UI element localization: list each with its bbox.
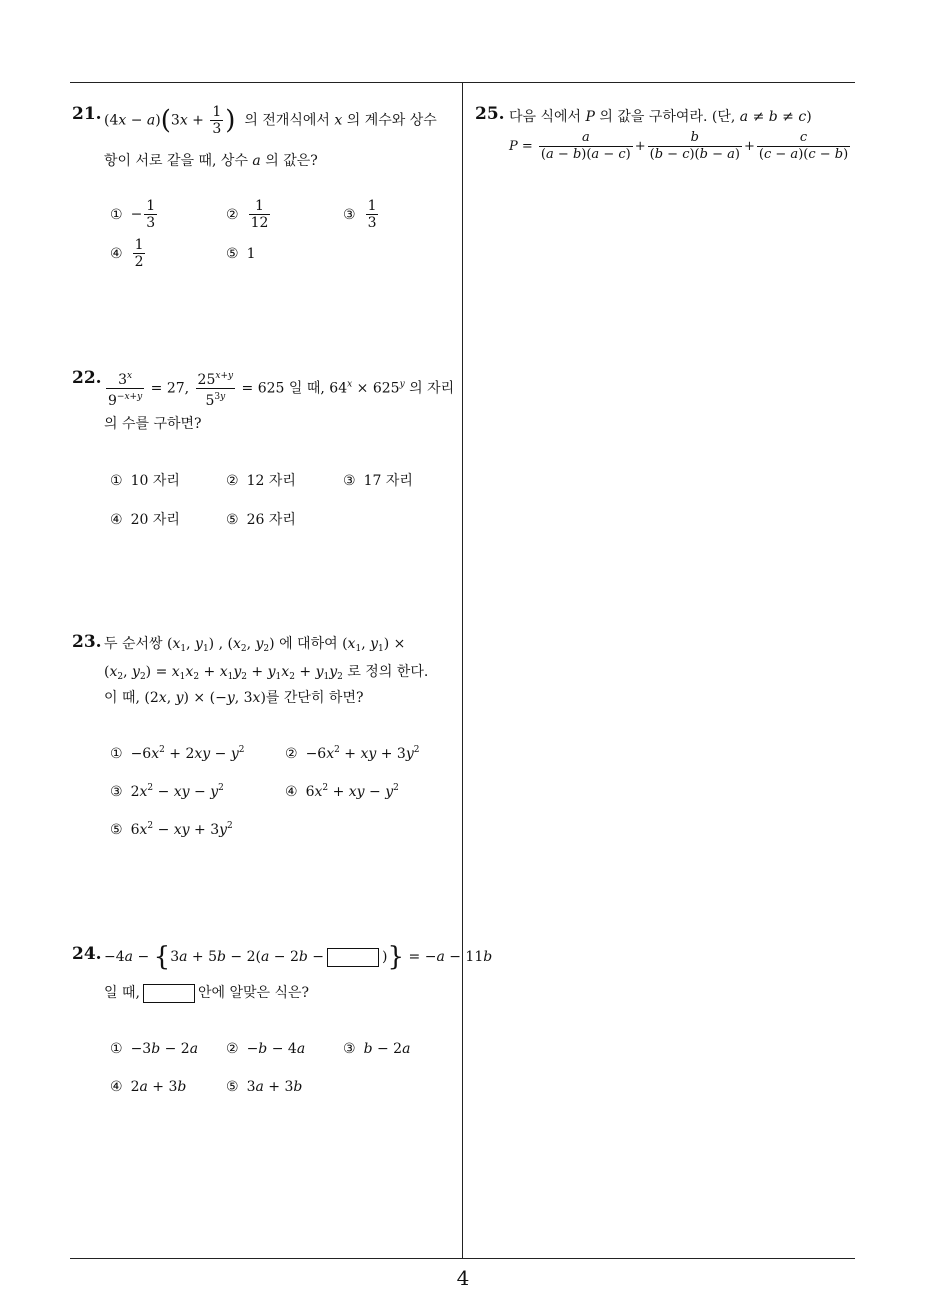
q23-choice-4[interactable]: ④ $6x^2$ + xy − $y^2$ — [285, 783, 399, 800]
q22-choice-3[interactable]: ③ 17 자리 — [343, 473, 413, 489]
q22-choice-4[interactable]: ④ 20 자리 — [110, 512, 180, 528]
question-number-25: 25. — [475, 104, 505, 124]
q24-text-b: 안에 알맞은 식은? — [197, 985, 310, 1001]
question-23-line-1: 두 순서쌍 ($x_1$, $y_1$) , ($x_2$, $y_2$) 에 대하여 ($x_1$, $y_1$) × — [104, 636, 406, 654]
q23-text-a: 두 순서쌍 — [104, 636, 163, 652]
q22-choice-5[interactable]: ⑤ 26 자리 — [226, 512, 296, 528]
q22-text-a: 일 때, — [288, 380, 325, 397]
q23-text-d: 이 때, — [104, 690, 140, 706]
q21-text-b: 의 계수와 상수 — [346, 112, 437, 129]
q24-choice-2[interactable]: ② −b − 4a — [226, 1041, 306, 1057]
question-24-line-2 — [104, 982, 309, 1003]
q23-text-b: 에 대하여 — [279, 636, 338, 652]
question-21-line-2: 항이 서로 같을 때, 상수 a 의 값은? — [104, 153, 318, 169]
question-number-23: 23. — [72, 632, 102, 652]
q25-text-a: 다음 식에서 — [509, 109, 582, 125]
q21-choice-4[interactable]: ④ $\frac{1}{2}$ — [110, 237, 144, 270]
q22-text-b: 의 자리 — [409, 380, 455, 397]
q24-choice-3[interactable]: ③ b − 2a — [343, 1041, 411, 1057]
q24-choice-5[interactable]: ⑤ 3a + 3b — [226, 1079, 303, 1095]
q22-choice-2[interactable]: ② 12 자리 — [226, 473, 296, 489]
q23-text-e: 를 간단히 하면? — [265, 690, 364, 706]
q21-choice-1[interactable]: ① − $\frac{1}{3}$ — [110, 198, 156, 231]
q21-choice-5[interactable]: ⑤ 1 — [226, 246, 256, 262]
column-divider — [462, 83, 463, 1258]
q23-choice-1[interactable]: ① $-6x^2 + 2xy - y^2$ — [110, 745, 245, 762]
question-number-21: 21. — [72, 104, 102, 124]
q21-choice-2[interactable]: ② $\frac{1}{12}$ — [226, 198, 269, 231]
q25-text-b: 의 값을 구하여라. (단, — [599, 109, 736, 125]
q23-choice-3[interactable]: ③ $2x^2$ − xy − $y^2$ — [110, 783, 224, 800]
question-21-line-1: (4x − a)(3x + $\frac{1}{3}$ ) 의 전개식에서 x 의 계수와 상수 — [104, 104, 437, 137]
q24-choice-4[interactable]: ④ 2a + 3b — [110, 1079, 187, 1095]
q22-text-c: 의 수를 구하면? — [104, 416, 202, 432]
question-23-line-2: ($x_2$, $y_2) = x_1x_2 + x_1y_2 + y_1x_2 + y_1y_2$ 로 정의 한다. — [104, 664, 429, 682]
question-25-line-1: 다음 식에서 P 의 값을 구하여라. (단, a ≠ b ≠ c) — [509, 109, 812, 125]
question-23-line-3: 이 때, (2x, y) × (−y, 3x)를 간단히 하면? — [104, 690, 364, 706]
question-number-22: 22. — [72, 368, 102, 388]
q21-text-c: 항이 서로 같을 때, 상수 — [104, 153, 248, 169]
question-24-line-1: −4a − {3a + 5b − 2(a − 2b − )} = −a − 11b — [104, 942, 493, 972]
q24-choice-1[interactable]: ① −3b − 2a — [110, 1041, 199, 1057]
q21-text-a: 의 전개식에서 — [244, 112, 330, 129]
question-22-line-1: $\frac{3^x}{9^{-x+y}}$ = 27, $\frac{25^{x+y}}{5^{3y}}$ = 625 일 때, $64^x \times 625^y$ 의 자리 — [108, 371, 455, 409]
q23-choice-2[interactable]: ② $-6x^2$ + xy + $3y^2$ — [285, 745, 420, 762]
q21-text-d: 의 값은? — [265, 153, 318, 169]
question-22-line-2 — [104, 413, 202, 433]
q22-choice-1[interactable]: ① 10 자리 — [110, 473, 180, 489]
q24-text-a: 일 때, — [104, 985, 140, 1001]
q23-choice-5[interactable]: ⑤ $6x^2$ − xy + $3y^2$ — [110, 821, 233, 838]
question-25-formula: P = $\frac{a}{(a - b)(a - c)}$ + $\frac{b}{(b - c)(b - a)}$ + $\frac{c}{(c - a)(c - b)}$ — [509, 130, 849, 162]
q23-text-c: 로 정의 한다. — [347, 664, 429, 680]
answer-blank-box — [327, 948, 379, 967]
page-number: 4 — [456, 1266, 470, 1290]
bottom-rule — [70, 1258, 855, 1259]
q21-choice-3[interactable]: ③ $\frac{1}{3}$ — [343, 198, 377, 231]
answer-blank-box-2 — [143, 984, 195, 1003]
question-number-24: 24. — [72, 944, 102, 964]
